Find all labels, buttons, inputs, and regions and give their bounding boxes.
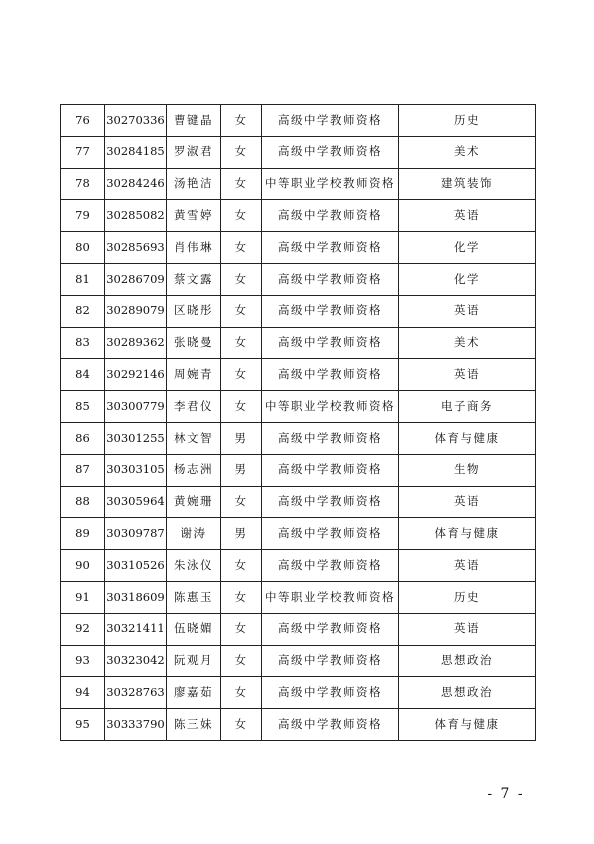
row-number-cell: 88 bbox=[61, 486, 105, 518]
candidate-id-cell: 30285693 bbox=[105, 232, 167, 264]
gender-cell: 女 bbox=[221, 486, 262, 518]
certificate-type-cell: 中等职业学校教师资格 bbox=[262, 581, 399, 613]
subject-cell: 体育与健康 bbox=[399, 422, 536, 454]
row-number-cell: 93 bbox=[61, 645, 105, 677]
certificate-type-cell: 中等职业学校教师资格 bbox=[262, 168, 399, 200]
subject-cell: 体育与健康 bbox=[399, 518, 536, 550]
gender-cell: 女 bbox=[221, 581, 262, 613]
table-row bbox=[61, 359, 536, 391]
table-row bbox=[61, 263, 536, 295]
table-row bbox=[61, 295, 536, 327]
subject-cell: 英语 bbox=[399, 200, 536, 232]
table-row bbox=[61, 581, 536, 613]
table-row bbox=[61, 709, 536, 741]
row-number-cell: 79 bbox=[61, 200, 105, 232]
candidate-id-cell: 30333790 bbox=[105, 709, 167, 741]
row-number-cell: 94 bbox=[61, 677, 105, 709]
candidate-id-cell: 30285082 bbox=[105, 200, 167, 232]
certificate-type-cell: 高级中学教师资格 bbox=[262, 232, 399, 264]
certificate-type-cell: 高级中学教师资格 bbox=[262, 518, 399, 550]
gender-cell: 女 bbox=[221, 105, 262, 137]
gender-cell: 女 bbox=[221, 168, 262, 200]
gender-cell: 女 bbox=[221, 391, 262, 423]
candidate-id-cell: 30289362 bbox=[105, 327, 167, 359]
candidate-id-cell: 30303105 bbox=[105, 454, 167, 486]
certificate-type-cell: 高级中学教师资格 bbox=[262, 200, 399, 232]
table-row bbox=[61, 613, 536, 645]
row-number-cell: 87 bbox=[61, 454, 105, 486]
table-row bbox=[61, 105, 536, 137]
row-number-cell: 76 bbox=[61, 105, 105, 137]
table-row bbox=[61, 391, 536, 423]
candidate-id-cell: 30286709 bbox=[105, 263, 167, 295]
candidate-id-cell: 30309787 bbox=[105, 518, 167, 550]
gender-cell: 女 bbox=[221, 295, 262, 327]
row-number-cell: 89 bbox=[61, 518, 105, 550]
subject-cell: 美术 bbox=[399, 327, 536, 359]
table-row bbox=[61, 327, 536, 359]
name-cell: 黄婉珊 bbox=[167, 486, 221, 518]
certificate-type-cell: 高级中学教师资格 bbox=[262, 359, 399, 391]
certificate-type-cell: 中等职业学校教师资格 bbox=[262, 391, 399, 423]
certificate-type-cell: 高级中学教师资格 bbox=[262, 645, 399, 677]
candidate-id-cell: 30270336 bbox=[105, 105, 167, 137]
name-cell: 黄雪婷 bbox=[167, 200, 221, 232]
teacher-qualification-table bbox=[60, 104, 536, 741]
subject-cell: 英语 bbox=[399, 295, 536, 327]
candidate-id-cell: 30301255 bbox=[105, 422, 167, 454]
name-cell: 张晓曼 bbox=[167, 327, 221, 359]
table-row bbox=[61, 550, 536, 582]
certificate-type-cell: 高级中学教师资格 bbox=[262, 613, 399, 645]
gender-cell: 女 bbox=[221, 613, 262, 645]
gender-cell: 女 bbox=[221, 645, 262, 677]
row-number-cell: 90 bbox=[61, 550, 105, 582]
table-row bbox=[61, 422, 536, 454]
subject-cell: 建筑装饰 bbox=[399, 168, 536, 200]
gender-cell: 女 bbox=[221, 200, 262, 232]
candidate-id-cell: 30289079 bbox=[105, 295, 167, 327]
certificate-type-cell: 高级中学教师资格 bbox=[262, 295, 399, 327]
row-number-cell: 82 bbox=[61, 295, 105, 327]
gender-cell: 男 bbox=[221, 422, 262, 454]
name-cell: 区晓彤 bbox=[167, 295, 221, 327]
gender-cell: 女 bbox=[221, 327, 262, 359]
candidate-id-cell: 30284246 bbox=[105, 168, 167, 200]
gender-cell: 男 bbox=[221, 518, 262, 550]
page-number: - 7 - bbox=[487, 786, 525, 802]
table-row bbox=[61, 645, 536, 677]
gender-cell: 女 bbox=[221, 550, 262, 582]
table-row bbox=[61, 677, 536, 709]
certificate-type-cell: 高级中学教师资格 bbox=[262, 677, 399, 709]
certificate-type-cell: 高级中学教师资格 bbox=[262, 486, 399, 518]
row-number-cell: 83 bbox=[61, 327, 105, 359]
table-row bbox=[61, 518, 536, 550]
subject-cell: 英语 bbox=[399, 486, 536, 518]
subject-cell: 英语 bbox=[399, 359, 536, 391]
row-number-cell: 84 bbox=[61, 359, 105, 391]
candidate-id-cell: 30323042 bbox=[105, 645, 167, 677]
row-number-cell: 80 bbox=[61, 232, 105, 264]
certificate-type-cell: 高级中学教师资格 bbox=[262, 136, 399, 168]
subject-cell: 英语 bbox=[399, 550, 536, 582]
subject-cell: 电子商务 bbox=[399, 391, 536, 423]
row-number-cell: 95 bbox=[61, 709, 105, 741]
candidate-id-cell: 30310526 bbox=[105, 550, 167, 582]
name-cell: 肖伟琳 bbox=[167, 232, 221, 264]
table-row bbox=[61, 200, 536, 232]
row-number-cell: 78 bbox=[61, 168, 105, 200]
name-cell: 李君仪 bbox=[167, 391, 221, 423]
name-cell: 汤艳洁 bbox=[167, 168, 221, 200]
subject-cell: 历史 bbox=[399, 105, 536, 137]
subject-cell: 生物 bbox=[399, 454, 536, 486]
subject-cell: 体育与健康 bbox=[399, 709, 536, 741]
gender-cell: 女 bbox=[221, 232, 262, 264]
row-number-cell: 86 bbox=[61, 422, 105, 454]
table-row bbox=[61, 454, 536, 486]
subject-cell: 英语 bbox=[399, 613, 536, 645]
name-cell: 陈三妹 bbox=[167, 709, 221, 741]
name-cell: 廖嘉茹 bbox=[167, 677, 221, 709]
certificate-type-cell: 高级中学教师资格 bbox=[262, 263, 399, 295]
gender-cell: 女 bbox=[221, 136, 262, 168]
name-cell: 谢涛 bbox=[167, 518, 221, 550]
name-cell: 伍晓媚 bbox=[167, 613, 221, 645]
candidate-id-cell: 30328763 bbox=[105, 677, 167, 709]
gender-cell: 女 bbox=[221, 677, 262, 709]
subject-cell: 美术 bbox=[399, 136, 536, 168]
row-number-cell: 85 bbox=[61, 391, 105, 423]
name-cell: 周婉青 bbox=[167, 359, 221, 391]
candidate-id-cell: 30305964 bbox=[105, 486, 167, 518]
gender-cell: 女 bbox=[221, 263, 262, 295]
gender-cell: 女 bbox=[221, 709, 262, 741]
subject-cell: 化学 bbox=[399, 232, 536, 264]
certificate-type-cell: 高级中学教师资格 bbox=[262, 709, 399, 741]
candidate-id-cell: 30300779 bbox=[105, 391, 167, 423]
name-cell: 罗淑君 bbox=[167, 136, 221, 168]
name-cell: 林文智 bbox=[167, 422, 221, 454]
certificate-type-cell: 高级中学教师资格 bbox=[262, 550, 399, 582]
table-row bbox=[61, 486, 536, 518]
subject-cell: 化学 bbox=[399, 263, 536, 295]
name-cell: 杨志洲 bbox=[167, 454, 221, 486]
subject-cell: 历史 bbox=[399, 581, 536, 613]
subject-cell: 思想政治 bbox=[399, 677, 536, 709]
certificate-type-cell: 高级中学教师资格 bbox=[262, 454, 399, 486]
candidate-id-cell: 30321411 bbox=[105, 613, 167, 645]
certificate-type-cell: 高级中学教师资格 bbox=[262, 327, 399, 359]
row-number-cell: 77 bbox=[61, 136, 105, 168]
candidate-id-cell: 30292146 bbox=[105, 359, 167, 391]
subject-cell: 思想政治 bbox=[399, 645, 536, 677]
candidate-id-cell: 30318609 bbox=[105, 581, 167, 613]
table-row bbox=[61, 136, 536, 168]
row-number-cell: 92 bbox=[61, 613, 105, 645]
name-cell: 陈惠玉 bbox=[167, 581, 221, 613]
candidate-id-cell: 30284185 bbox=[105, 136, 167, 168]
gender-cell: 女 bbox=[221, 359, 262, 391]
row-number-cell: 81 bbox=[61, 263, 105, 295]
name-cell: 阮观月 bbox=[167, 645, 221, 677]
name-cell: 蔡文露 bbox=[167, 263, 221, 295]
row-number-cell: 91 bbox=[61, 581, 105, 613]
table-row bbox=[61, 168, 536, 200]
name-cell: 朱泳仪 bbox=[167, 550, 221, 582]
certificate-type-cell: 高级中学教师资格 bbox=[262, 105, 399, 137]
name-cell: 曹键晶 bbox=[167, 105, 221, 137]
table-body bbox=[61, 105, 536, 741]
table-row bbox=[61, 232, 536, 264]
certificate-type-cell: 高级中学教师资格 bbox=[262, 422, 399, 454]
gender-cell: 男 bbox=[221, 454, 262, 486]
